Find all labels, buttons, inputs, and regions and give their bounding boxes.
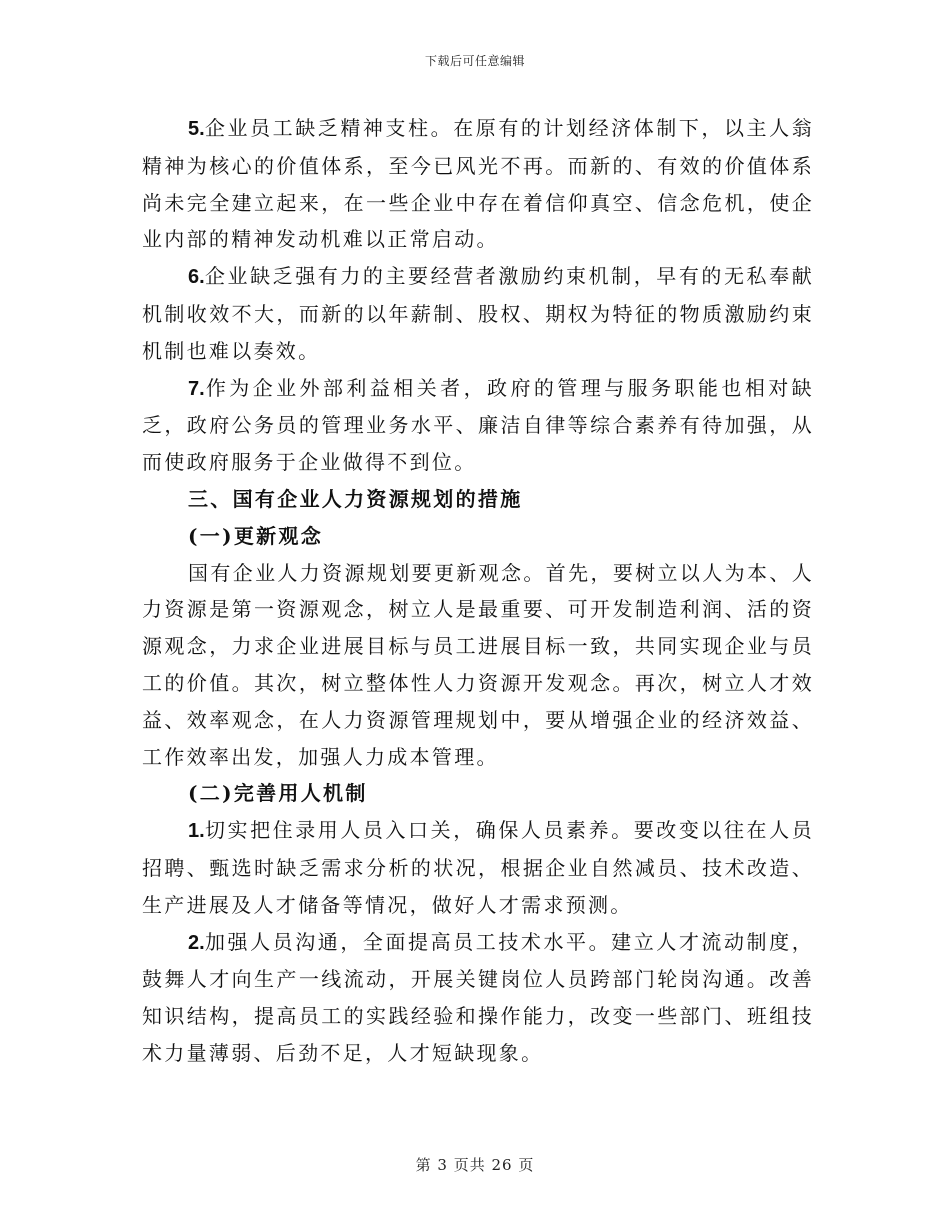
item-number: 6. [188, 266, 205, 289]
subsection-heading-1: (一)更新观念 [188, 523, 324, 548]
subsection-heading-2: (二)完善用人机制 [188, 781, 368, 806]
paragraph-item-6 [142, 258, 814, 369]
paragraph-item-7 [142, 370, 814, 481]
paragraph-item-5 [142, 110, 814, 258]
item-number: 5. [188, 118, 205, 140]
paragraph-text: 切实把住录用人员入口关，确保人员素养。要改变以往在人员招聘、甄选时缺乏需求分析的状况，根据企业自然减员、技术改造、生产进展及人才储备等情况，做好人才需求预测。 [142, 818, 814, 917]
item-number: 2. [188, 931, 205, 954]
section-heading: 三、国有企业人力资源规划的措施 [188, 486, 523, 511]
paragraph-text: 作为企业外部利益相关者，政府的管理与服务职能也相对缺乏，政府公务员的管理业务水平、廉洁自律等综合素养有待加强，从而使政府服务于企业做得不到位。 [142, 375, 814, 475]
paragraph-text: 加强人员沟通，全面提高员工技术水平。建立人才流动制度，鼓舞人才向生产一线流动，开展关键岗位人员跨部门轮岗沟通。改善知识结构，提高员工的实践经验和操作能力，改变一些部门、班组技术力量薄弱、后劲不足，人才短缺现象。 [142, 929, 814, 1065]
page-footer: 第 3 页共 26 页 [415, 1156, 535, 1174]
subsection-2-item-1 [142, 812, 814, 923]
page-header: 下载后可任意编辑 [424, 54, 525, 68]
subsection-2-item-2 [142, 924, 814, 1072]
paragraph-text: 企业员工缺乏精神支柱。在原有的计划经济体制下，以主人翁精神为核心的价值体系，至今已风光不再。而新的、有效的价值体系尚未完全建立起来，在一些企业中存在着信仰真空、信念危机，使企业内部的精神发动机难以正常启动。 [142, 116, 814, 252]
subsection-1-text: 国有企业人力资源规划要更新观念。首先，要树立以人为本、人力资源是第一资源观念，树立人是最重要、可开发制造利润、活的资源观念，力求企业进展目标与员工进展目标一致，共同实现企业与员工的价值。其次，树立整体性人力资源开发观念。再次，树立人才效益、效率观念，在人力资源管理规划中，要从增强企业的经济效益、工作效率出发，加强人力成本管理。 [142, 560, 814, 769]
paragraph-text: 企业缺乏强有力的主要经营者激励约束机制，早有的无私奉献机制收效不大，而新的以年薪制、股权、期权为特征的物质激励约束机制也难以奏效。 [142, 264, 814, 363]
document-body [142, 110, 814, 1072]
item-number: 1. [188, 820, 205, 843]
item-number: 7. [188, 377, 205, 400]
